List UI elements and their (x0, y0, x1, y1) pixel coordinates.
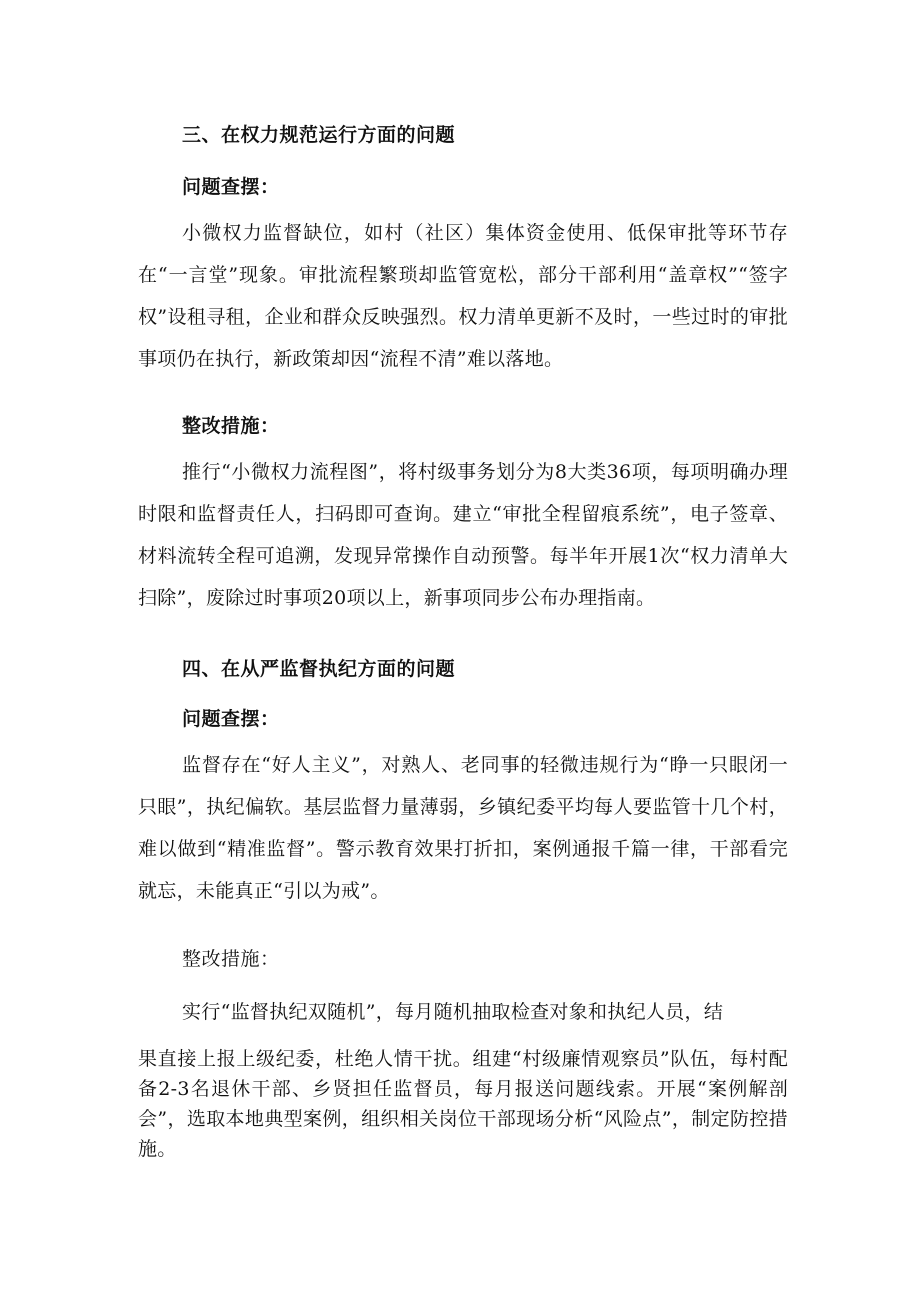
section-4-measure-label: 整改措施： (182, 948, 280, 970)
section-4-heading: 四、在从严监督执纪方面的问题 (182, 658, 456, 680)
section-4-problem-label: 问题查摆： (182, 708, 280, 730)
section-3-heading: 三、在权力规范运行方面的问题 (182, 124, 456, 146)
section-3-measure-paragraph: 推行“小微权力流程图”，将村级事务划分为8大类36项，每项明确办理时限和监督责任人，扫码即可查询。建立“审批全程留痕系统”，电子签章、材料流转全程可追溯，发现异常操作自动预警。每半年开展1次“权力清单大扫除”，废除过时事项20项以上，新事项同步公布办理指南。 (138, 461, 788, 609)
section-3-problem-paragraph: 小微权力监督缺位，如村（社区）集体资金使用、低保审批等环节存在“一言堂”现象。审批流程繁琐却监管宽松，部分干部利用“盖章权”“签字权”设租寻租，企业和群众反映强烈。权力清单更新不及时，一些过时的审批事项仍在执行，新政策却因“流程不清”难以落地。 (138, 222, 788, 370)
section-3-measure-label: 整改措施： (182, 415, 280, 437)
section-4-measure-paragraph: 果直接上报上级纪委，杜绝人情干扰。组建“村级廉情观察员”队伍，每村配备2-3名退休干部、乡贤担任监督员，每月报送问题线索。开展“案例解剖会”，选取本地典型案例，组织相关岗位干部现场分析“风险点”，制定防控措施。 (138, 1048, 788, 1160)
section-4-problem-paragraph: 监督存在“好人主义”，对熟人、老同事的轻微违规行为“睁一只眼闭一只眼”，执纪偏软。基层监督力量薄弱，乡镇纪委平均每人要监管十几个村，难以做到“精准监督”。警示教育效果打折扣，案例通报千篇一律，干部看完就忘，未能真正“引以为戒”。 (138, 754, 788, 902)
section-4-measure-first-line: 实行“监督执纪双随机”，每月随机抽取检查对象和执纪人员，结 (182, 1001, 724, 1023)
section-3-problem-label: 问题查摆： (182, 176, 280, 198)
